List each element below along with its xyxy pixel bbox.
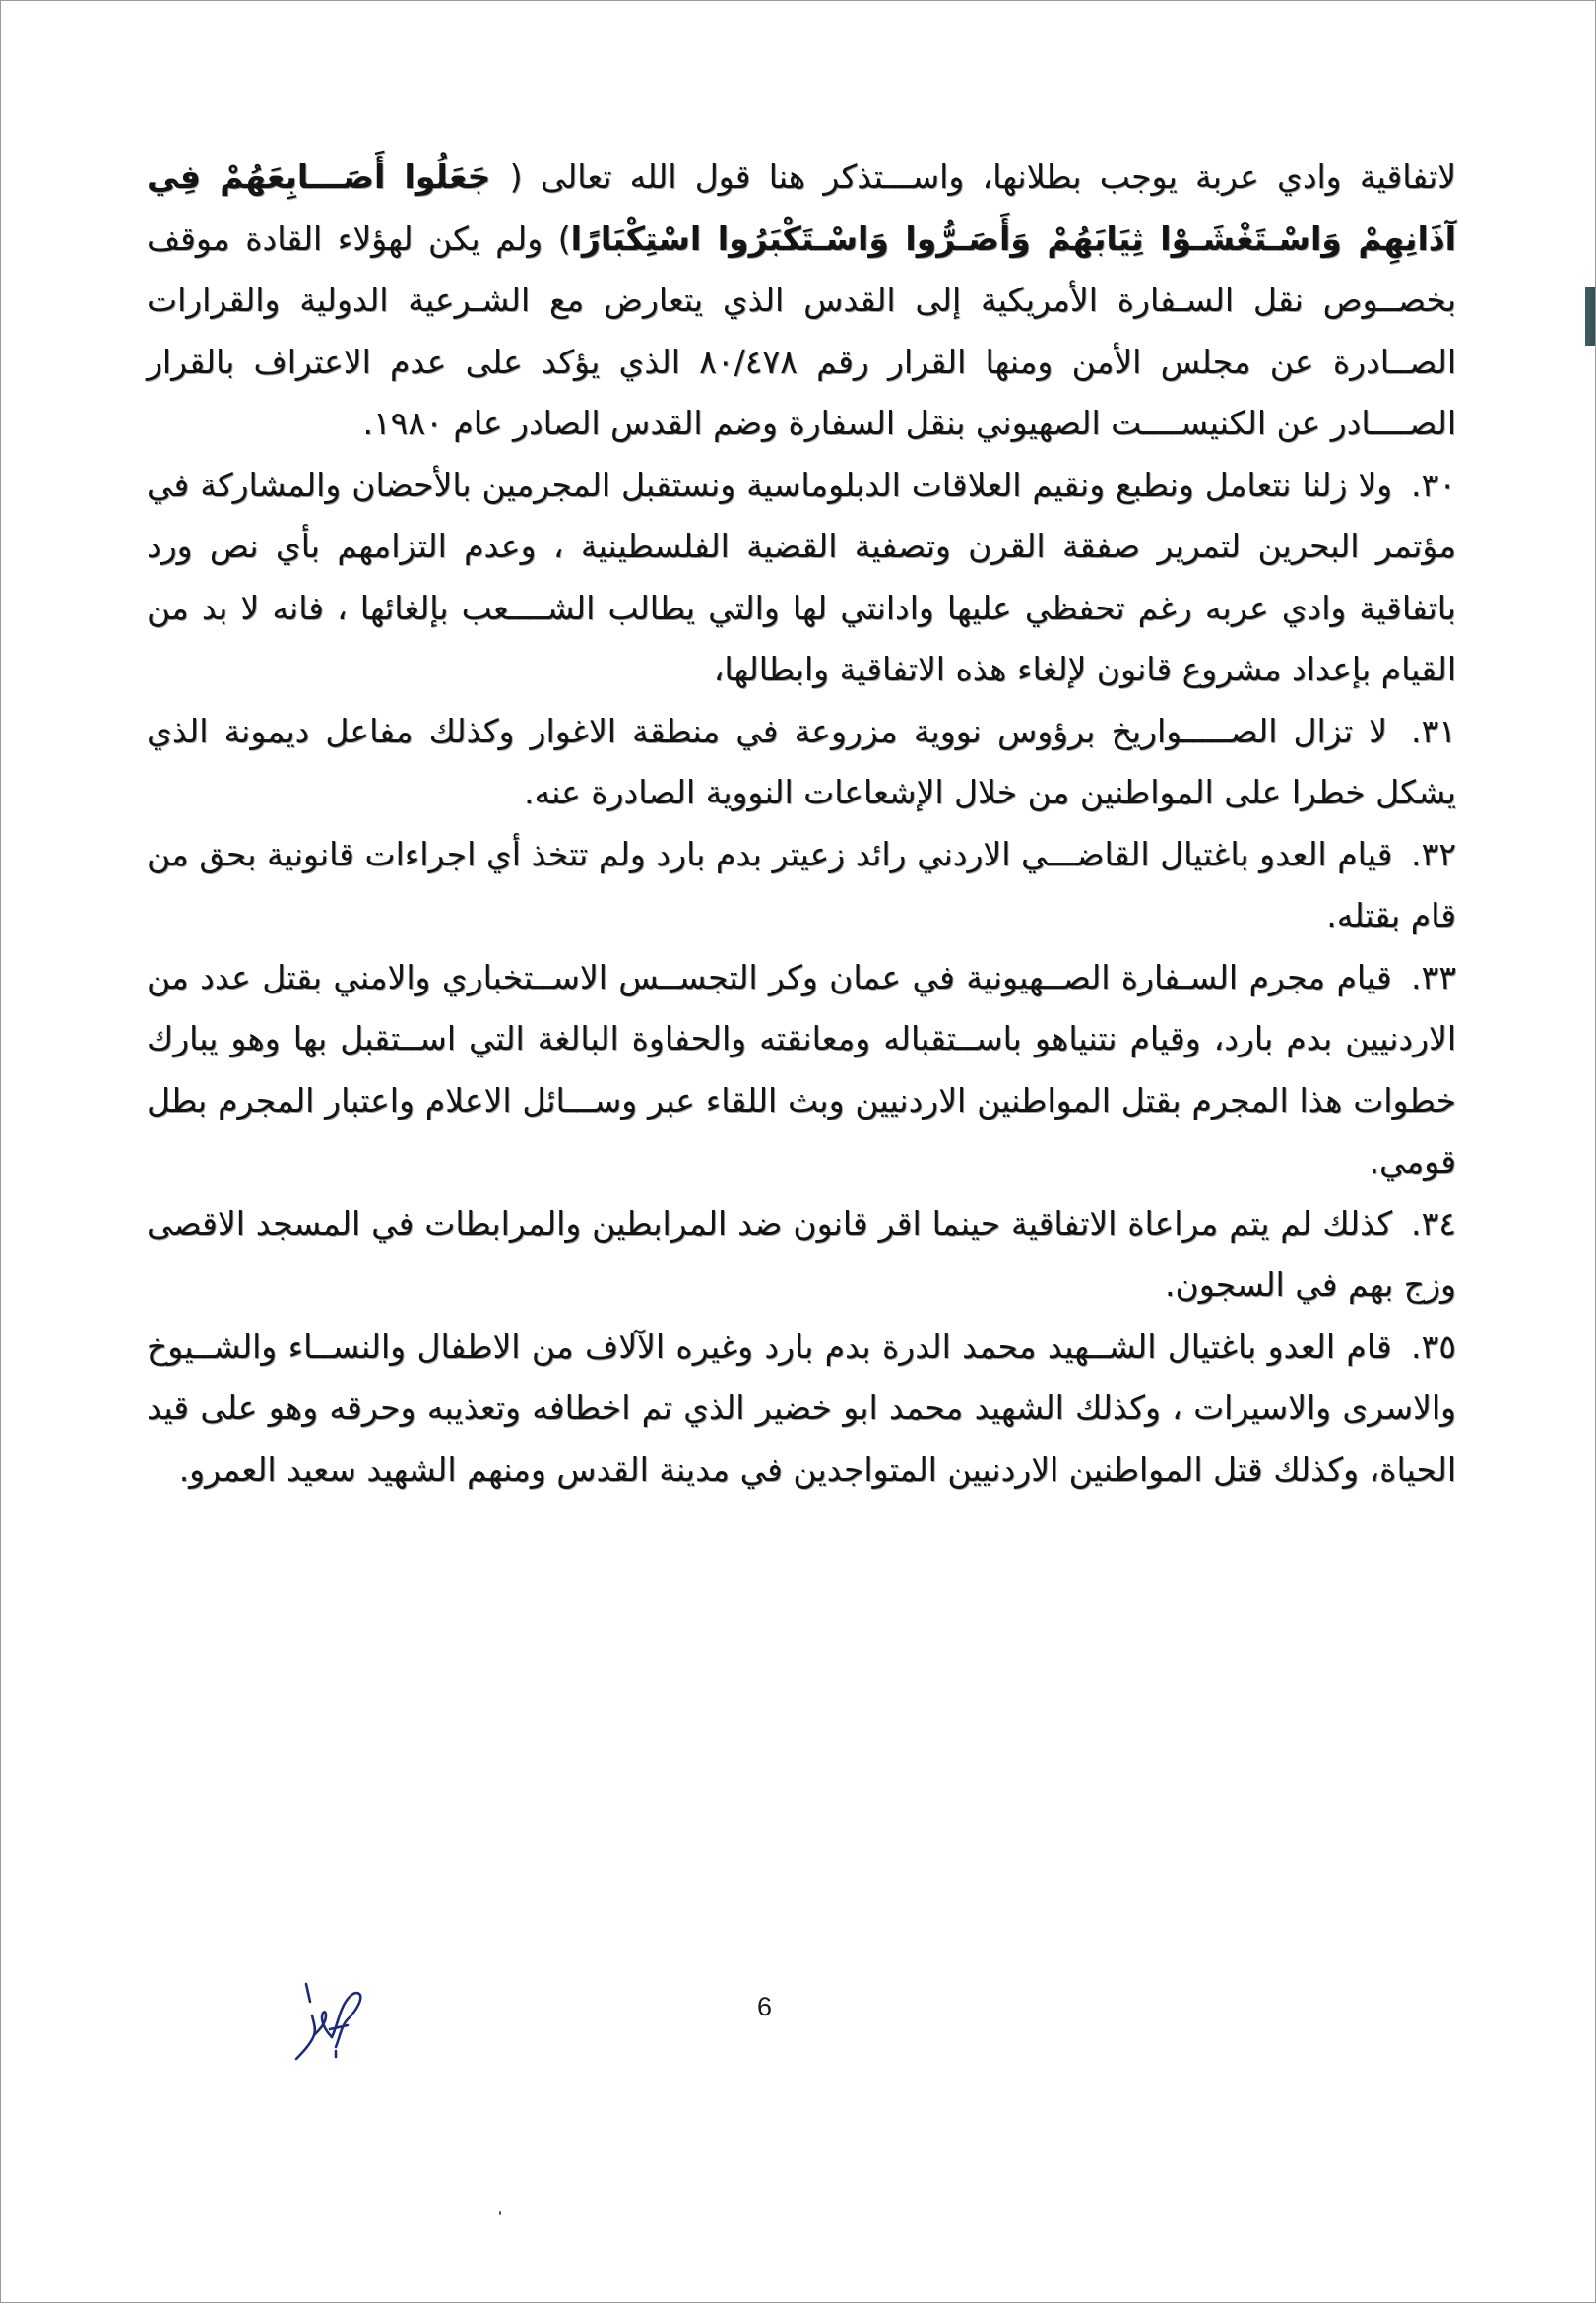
- scan-edge-shadow-tip: [1585, 287, 1595, 346]
- page-number: 6: [757, 1992, 773, 2021]
- list-item-33: [147, 947, 1456, 1193]
- list-item-30: [147, 455, 1456, 701]
- intro-text-before-quote: لاتفاقية وادي عربة يوجب بطلانها، واســـتذكر هنا قول الله تعالى (: [509, 158, 1457, 196]
- list-item-35: [147, 1316, 1456, 1502]
- item-text: قام العدو باغتيال الشــهيد محمد الدرة بدم بارد وغيره الآلاف من الاطفال والنســاء والشــيوخ والاسرى والاسيرات ، وكذلك الشهيد محمد ابو خضير الذي تم اخطافه وتعذيبه وحرقه وهو على قيد الحياة، وكذلك قتل المواطنين الاردنيين المتواجدين في مدينة القدس ومنهم الشهيد سعيد العمرو.: [147, 1326, 1456, 1489]
- handwritten-signature-icon: [292, 1980, 391, 2069]
- list-item-34: [147, 1193, 1456, 1316]
- item-text: لا تزال الصـــــواريخ برؤوس نووية مزروعة في منطقة الاغوار وكذلك مفاعل ديمونة الذي يشكل خطرا على المواطنين من خلال الإشعاعات النووية الصادرة عنه.: [147, 711, 1456, 811]
- scan-speck: [499, 2211, 501, 2215]
- item-text: ولا زلنا نتعامل ونطبع ونقيم العلاقات الدبلوماسية ونستقبل المجرمين بالأحضان والمشاركة في مؤتمر البحرين لتمرير صفقة القرن وتصفية القضية الفلسطينية ، وعدم التزامهم بأي نص ورد باتفاقية وادي عربه رغم تحفظي عليها وادانتي لها والتي يطالب الشــــعب بإلغائها ، فانه لا بد من القيام بإعداد مشروع قانون لإلغاء هذه الاتفاقية وابطالها،: [147, 465, 1456, 688]
- document-body: [147, 147, 1456, 1501]
- list-item-32: [147, 824, 1456, 947]
- item-number: ٣٤.: [1411, 1203, 1456, 1243]
- intro-paragraph: [147, 147, 1456, 455]
- item-number: ٣٢.: [1411, 834, 1456, 873]
- item-text: قيام مجرم السـفارة الصــهيونية في عمان وكر التجســس الاســتخباري والامني بقتل عدد من الاردنيين بدم بارد، وقيام نتنياهو باســتقباله ومعانقته والحفاوة البالغة التي اســتقبل بها وهو يبارك خطوات هذا المجرم بقتل المواطنين الاردنيين وبث اللقاء عبر وســـائل الاعلام واعتبار المجرم بطل قومي.: [147, 957, 1456, 1181]
- item-number: ٣٣.: [1411, 957, 1456, 996]
- item-number: ٣١.: [1411, 711, 1456, 750]
- list-item-31: [147, 701, 1456, 824]
- item-text: قيام العدو باغتيال القاضـــي الاردني رائد زعيتر بدم بارد ولم تتخذ أي اجراءات قانونية بحق من قام بقتله.: [147, 834, 1456, 934]
- quran-quote: جَعَلُوا أَصَـــابِعَهُمْ فِي آذَانِهِمْ وَاسْـتَغْشَـوْا ثِيَابَهُمْ وَأَصَـرُّوا وَاسْـتَكْبَرُوا اسْتِكْبَارًا: [147, 158, 1456, 258]
- item-number: ٣٠.: [1411, 465, 1456, 504]
- intro-text-after-quote: ) ولم يكن لهؤلاء القادة موقف بخصــوص نقل السـفارة الأمريكية إلى القدس الذي يتعارض مع الشـرعية الدولية والقرارات الصــادرة عن مجلس الأمن ومنها القرار رقم ٨٠/٤٧٨ الذي يؤكد على عدم الاعتراف بالقرار الصــــادر عن الكنيســــت الصهيوني بنقل السفارة وضم القدس الصادر عام ١٩٨٠.: [147, 219, 1456, 442]
- item-number: ٣٥.: [1411, 1326, 1456, 1366]
- item-text: كذلك لم يتم مراعاة الاتفاقية حينما اقر قانون ضد المرابطين والمرابطات في المسجد الاقصى وزج بهم في السجون.: [147, 1203, 1456, 1304]
